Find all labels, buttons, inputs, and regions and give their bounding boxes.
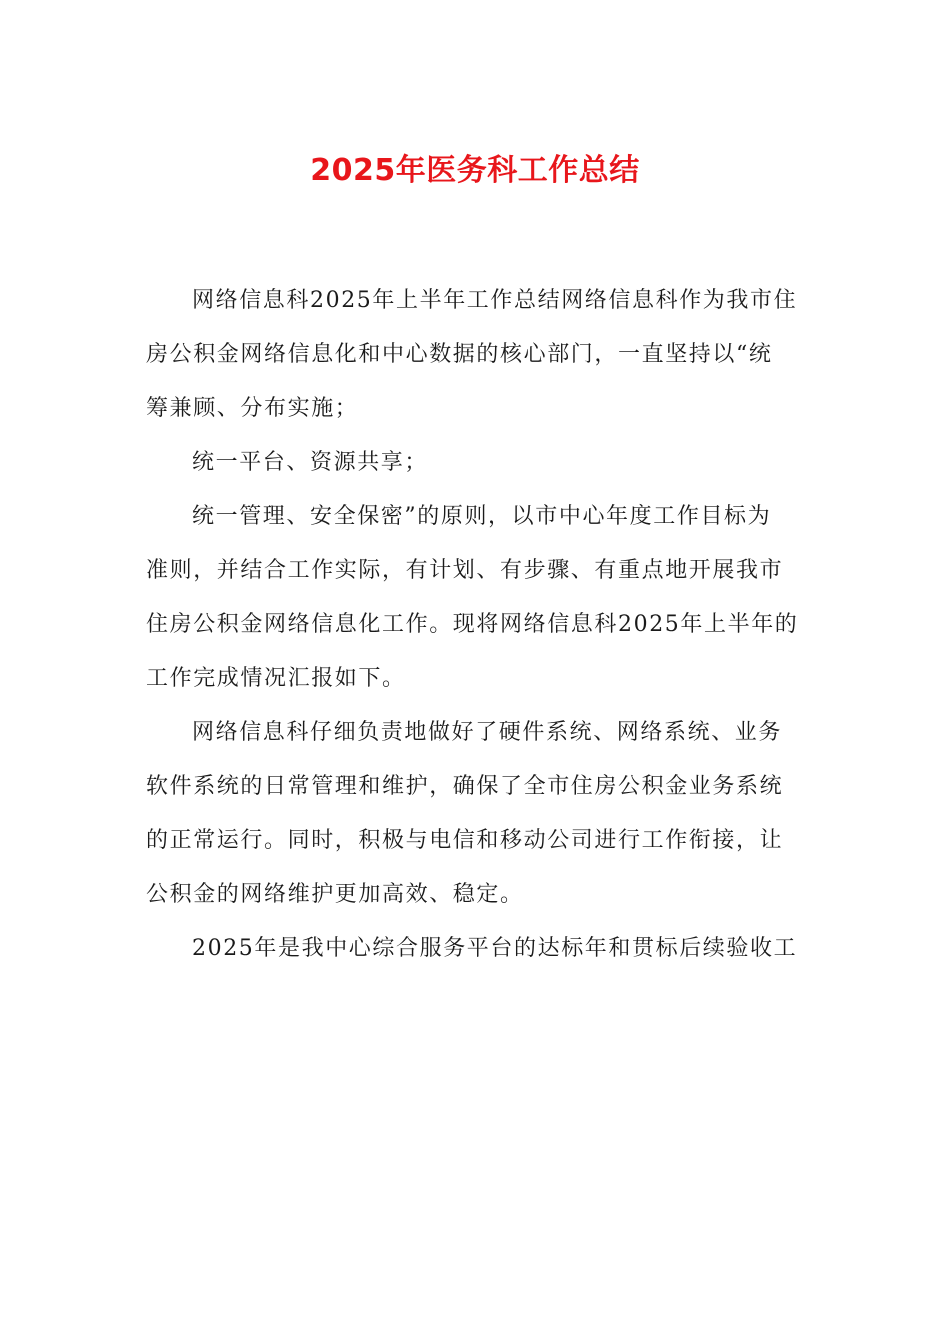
paragraph-line: 工作完成情况汇报如下。: [146, 666, 406, 691]
paragraph-line: 的正常运行。同时，积极与电信和移动公司进行工作衔接，让: [146, 828, 784, 853]
paragraph-line: 公积金的网络维护更加高效、稳定。: [146, 882, 524, 907]
paragraph-line: 准则，并结合工作实际，有计划、有步骤、有重点地开展我市: [146, 558, 784, 583]
document-title: 2025年医务科工作总结: [310, 153, 640, 188]
paragraph-line: 2025年是我中心综合服务平台的达标年和贯标后续验收工: [192, 936, 798, 961]
paragraph-line: 统一平台、资源共享；: [192, 450, 429, 475]
paragraph-line: 统一管理、安全保密”的原则，以市中心年度工作目标为: [192, 504, 772, 529]
paragraph-line: 软件系统的日常管理和维护，确保了全市住房公积金业务系统: [146, 774, 784, 799]
paragraph-line: 网络信息科仔细负责地做好了硬件系统、网络系统、业务: [192, 720, 783, 745]
paragraph-line: 筹兼顾、分布实施；: [146, 396, 359, 421]
paragraph-line: 房公积金网络信息化和中心数据的核心部门，一直坚持以“统: [146, 342, 773, 367]
paragraph-line: 住房公积金网络信息化工作。现将网络信息科2025年上半年的: [146, 612, 799, 637]
paragraph-line: 网络信息科2025年上半年工作总结网络信息科作为我市住: [192, 288, 798, 313]
document-body: [146, 274, 806, 976]
